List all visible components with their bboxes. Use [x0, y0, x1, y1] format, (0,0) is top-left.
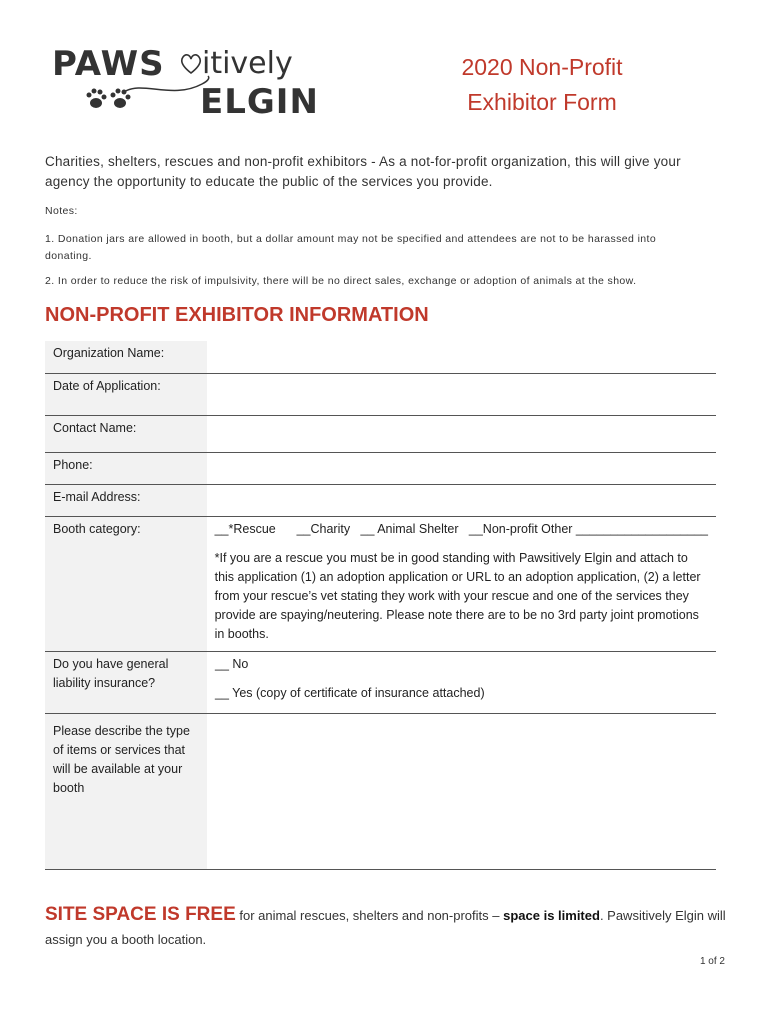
site-space-text-1: for animal rescues, shelters and non-profits – [235, 908, 504, 923]
contact-name-field[interactable] [207, 416, 716, 452]
exhibitor-form [45, 341, 716, 870]
note-1: 1. Donation jars are allowed in booth, but a dollar amount may not be specified and attendees are not to be harassed into donating. [45, 233, 657, 262]
rescue-requirement-note: *If you are a rescue you must be in good standing with Pawsitively Elgin and attach to this application (1) an adoption application or URL to an adoption application, (2) a letter from your rescue’s vet stating they work with your rescue and one of the services they provide are spaying/neutering. Please note there are to be no 3rd party joint promotions in booths. [214, 551, 701, 641]
phone-label: Phone: [45, 453, 207, 484]
logo-elgin-text: ELGIN [200, 82, 319, 122]
page-number: 1 of 2 [699, 956, 725, 967]
describe-booth-label: Please describe the type of items or services that will be available at your booth [45, 714, 207, 869]
form-title-line2: Exhibitor Form [467, 89, 617, 115]
row-contact-name [45, 416, 716, 453]
logo [52, 44, 332, 124]
email-label: E-mail Address: [45, 485, 207, 516]
insurance-label: Do you have general liability insurance? [45, 652, 207, 713]
organization-name-label: Organization Name: [45, 341, 207, 373]
row-insurance [45, 652, 716, 714]
form-title-line1: 2020 Non-Profit [461, 54, 623, 80]
note-2: 2. In order to reduce the risk of impulsivity, there will be no direct sales, exchange or adoption of animals at the show. [45, 275, 637, 287]
heart-icon [178, 50, 204, 76]
logo-itively-text: itively [202, 46, 293, 81]
organization-name-field[interactable] [207, 341, 716, 373]
row-booth-category [45, 517, 716, 652]
section-heading: NON-PROFIT EXHIBITOR INFORMATION [45, 304, 429, 326]
space-limited-text: space is limited [503, 908, 600, 923]
logo-paws-text: PAWS [52, 44, 165, 84]
row-date-of-application [45, 374, 716, 416]
date-of-application-label: Date of Application: [45, 374, 207, 415]
booth-category-label: Booth category: [45, 517, 207, 651]
describe-booth-field[interactable] [207, 714, 716, 869]
insurance-yes-option[interactable]: __ Yes (copy of certificate of insurance attached) [215, 686, 485, 700]
notes-label: Notes: [45, 205, 78, 217]
intro-paragraph: Charities, shelters, rescues and non-profit exhibitors - As a not-for-profit organization, this will give your agency the opportunity to educate the public of the services you provide. [45, 154, 681, 189]
leash-swoosh-icon [122, 74, 212, 104]
row-email [45, 485, 716, 517]
row-organization-name [45, 341, 716, 374]
phone-field[interactable] [207, 453, 716, 484]
date-of-application-field[interactable] [207, 374, 716, 415]
insurance-no-option[interactable]: __ No [215, 657, 249, 671]
contact-name-label: Contact Name: [45, 416, 207, 452]
row-describe-booth [45, 714, 716, 870]
site-space-text-2: . Pawsitively Elgin will assign you a booth location. [45, 908, 726, 947]
booth-category-options[interactable]: __*Rescue __Charity __ Animal Shelter __Non-profit Other ___________________ [214, 522, 708, 536]
booth-category-field[interactable] [207, 517, 716, 651]
insurance-field [207, 652, 716, 713]
site-space-heading: SITE SPACE IS FREE [45, 904, 236, 925]
form-title [432, 50, 652, 120]
row-phone [45, 453, 716, 485]
email-field[interactable] [207, 485, 716, 516]
site-space-notice [45, 903, 735, 952]
